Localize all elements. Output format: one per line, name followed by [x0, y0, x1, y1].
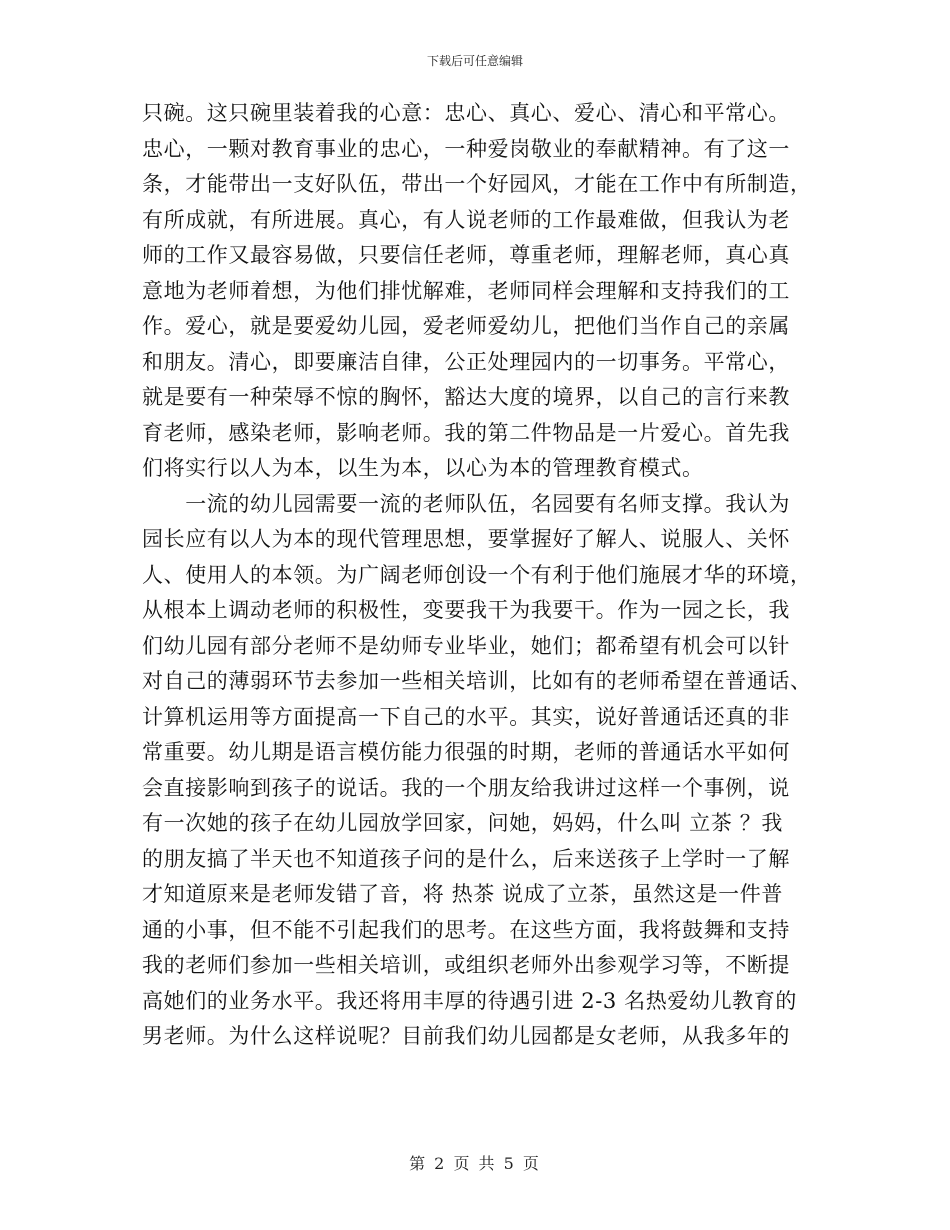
body-line: 作。爱心，就是要爱幼儿园，爱老师爱幼儿，把他们当作自己的亲属 [142, 314, 790, 338]
body-line: 通的小事，但不能不引起我们的思考。在这些方面，我将鼓舞和支持 [142, 917, 790, 942]
body-line: 我的老师们参加一些相关培训，或组织老师外出参观学习等，不断提 [142, 953, 790, 977]
body-line: 师的工作又最容易做，只要信任老师，尊重老师，理解老师，真心真 [142, 243, 790, 267]
body-line: 人、使用人的本领。为广阔老师创设一个有利于他们施展才华的环境， [142, 562, 812, 587]
body-line: 的朋友搞了半天也不知道孩子问的是什么，后来送孩子上学时一了解 [142, 846, 790, 871]
body-line: 们幼儿园有部分老师不是幼师专业毕业，她们；都希望有机会可以针 [142, 633, 790, 658]
body-line: 高她们的业务水平。我还将用丰厚的待遇引进 2-3 名热爱幼儿教育的 [142, 988, 797, 1013]
body-line: 计算机运用等方面提高一下自己的水平。其实，说好普通话还真的非 [142, 704, 790, 729]
page-number-footer: 第 2 页 共 5 页 [409, 1154, 541, 1173]
body-line: 才知道原来是老师发错了音，将 热茶 说成了立茶，虽然这是一件普 [142, 882, 783, 906]
body-line: 意地为老师着想，为他们排忧解难，老师同样会理解和支持我们的工 [142, 278, 790, 303]
body-line: 和朋友。清心，即要廉洁自律，公正处理园内的一切事务。平常心， [142, 349, 790, 374]
body-line: 从根本上调动老师的积极性，变要我干为我要干。作为一园之长，我 [142, 598, 790, 622]
document-body [142, 96, 812, 1055]
body-line: 会直接影响到孩子的说话。我的一个朋友给我讲过这样一个事例，说 [142, 775, 790, 800]
body-line: 只碗。这只碗里装着我的心意：忠心、真心、爱心、清心和平常心。 [142, 101, 790, 125]
body-line: 常重要。幼儿期是语言模仿能力很强的时期，老师的普通话水平如何 [142, 740, 790, 764]
body-line: 对自己的薄弱环节去参加一些相关培训，比如有的老师希望在普通话、 [142, 669, 812, 693]
body-line: 园长应有以人为本的现代管理思想，要掌握好了解人、说服人、关怀 [142, 527, 790, 551]
body-line: 有所成就，有所进展。真心，有人说老师的工作最难做，但我认为老 [142, 207, 790, 232]
page-header: 下载后可任意编辑 [426, 54, 523, 68]
body-line: 育老师，感染老师，影响老师。我的第二件物品是一片爱心。首先我 [142, 420, 790, 445]
body-line: 有一次她的孩子在幼儿园放学回家，问她，妈妈，什么叫 立茶 ？我 [142, 811, 783, 835]
body-line: 就是要有一种荣辱不惊的胸怀，豁达大度的境界，以自己的言行来教 [142, 385, 790, 409]
body-line: 男老师。为什么这样说呢？目前我们幼儿园都是女老师，从我多年的 [142, 1024, 790, 1048]
body-line: 们将实行以人为本，以生为本，以心为本的管理教育模式。 [142, 456, 704, 480]
paragraph-start-line: 一流的幼儿园需要一流的老师队伍，名园要有名师支撑。我认为 [142, 491, 790, 516]
body-line: 忠心，一颗对教育事业的忠心，一种爱岗敬业的奉献精神。有了这一 [142, 136, 790, 161]
body-line: 条，才能带出一支好队伍，带出一个好园风，才能在工作中有所制造， [142, 172, 812, 196]
